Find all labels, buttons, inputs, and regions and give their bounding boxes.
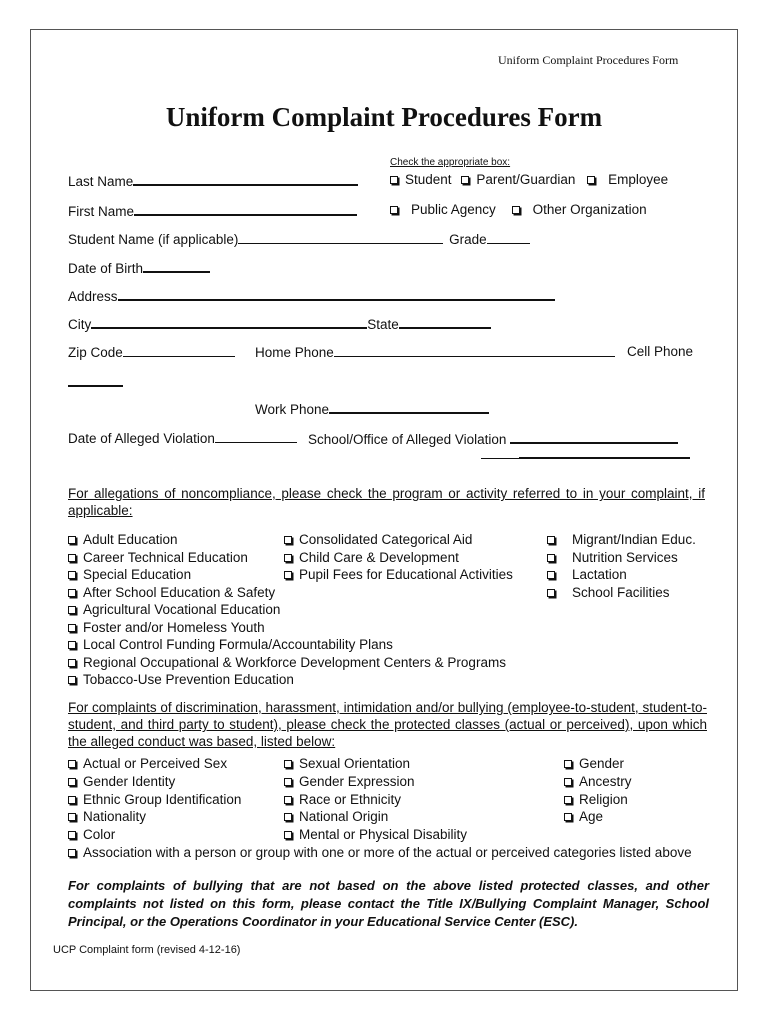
employee-checkbox[interactable]: Employee bbox=[587, 172, 668, 187]
program-checkbox[interactable]: Career Technical Education bbox=[68, 549, 506, 567]
class-checkbox[interactable]: Ethnic Group Identification bbox=[68, 791, 692, 809]
class-checkbox[interactable]: Mental or Physical Disability bbox=[284, 826, 467, 844]
first-name-field[interactable]: First Name bbox=[68, 202, 357, 219]
discrimination-heading: For complaints of discrimination, harassment, intimidation and/or bullying (employee-to-student, student-to-student, and third party to student), please check the protected classes (actual or perceived), upon which the alleged conduct was based, listed below: bbox=[68, 700, 707, 749]
form-page bbox=[30, 29, 738, 991]
program-checkbox[interactable]: Adult Education bbox=[68, 531, 506, 549]
grade-field[interactable]: Grade bbox=[449, 232, 530, 247]
programs-heading: For allegations of noncompliance, please check the program or activity referred to in your complaint, if applicable: bbox=[68, 486, 705, 518]
violation-school-line2[interactable] bbox=[481, 446, 690, 459]
class-checkbox[interactable]: Actual or Perceived Sex bbox=[68, 755, 692, 773]
class-checkbox[interactable]: Sexual Orientation bbox=[284, 755, 467, 773]
program-checkbox[interactable]: Tobacco-Use Prevention Education bbox=[68, 671, 506, 689]
student-checkbox[interactable]: Student bbox=[390, 172, 452, 187]
class-checkbox[interactable]: Gender Expression bbox=[284, 773, 467, 791]
last-name-line[interactable] bbox=[133, 172, 358, 186]
dob-field[interactable]: Date of Birth bbox=[68, 259, 210, 276]
form-footer: UCP Complaint form (revised 4-12-16) bbox=[53, 944, 241, 956]
city-field[interactable]: City State bbox=[68, 315, 491, 332]
class-checkbox[interactable]: Ancestry bbox=[564, 773, 632, 791]
class-checkbox[interactable]: Age bbox=[564, 808, 632, 826]
running-header: Uniform Complaint Procedures Form bbox=[498, 53, 679, 67]
program-checkbox[interactable]: Lactation bbox=[547, 566, 696, 584]
check-instruction: Check the appropriate box: bbox=[390, 157, 511, 168]
program-checkbox[interactable]: Pupil Fees for Educational Activities bbox=[284, 566, 513, 584]
programs-col3 bbox=[547, 531, 696, 601]
work-phone-field[interactable]: Work Phone bbox=[255, 400, 489, 417]
violation-date-field[interactable]: Date of Alleged Violation bbox=[68, 430, 297, 446]
program-checkbox[interactable]: Agricultural Vocational Education bbox=[68, 601, 506, 619]
program-checkbox[interactable]: Foster and/or Homeless Youth bbox=[68, 619, 506, 637]
program-checkbox[interactable]: School Facilities bbox=[547, 584, 696, 602]
zip-field[interactable]: Zip Code bbox=[68, 344, 235, 360]
cell-phone-label: Cell Phone bbox=[627, 344, 694, 359]
address-field[interactable]: Address bbox=[68, 287, 555, 304]
student-name-field[interactable]: Student Name (if applicable) Grade bbox=[68, 231, 530, 247]
program-checkbox[interactable]: Nutrition Services bbox=[547, 549, 696, 567]
bullying-note: For complaints of bullying that are not based on the above listed protected classes, and other complaints not listed on this form, please contact the Title IX/Bullying Complaint Manager, School Principal, or the Operations Coordinator in your Educational Service Center (ESC). bbox=[68, 878, 709, 929]
program-checkbox[interactable]: Child Care & Development bbox=[284, 549, 513, 567]
program-checkbox[interactable]: Regional Occupational & Workforce Development Centers & Programs bbox=[68, 654, 506, 672]
class-checkbox[interactable]: Nationality bbox=[68, 808, 692, 826]
last-name-field[interactable]: Last Name bbox=[68, 172, 358, 189]
program-checkbox[interactable]: Consolidated Categorical Aid bbox=[284, 531, 513, 549]
association-checkbox[interactable]: Association with a person or group with one or more of the actual or perceived categories listed above bbox=[68, 844, 692, 862]
home-phone-field[interactable]: Home Phone bbox=[255, 344, 615, 360]
page-title: Uniform Complaint Procedures Form bbox=[165, 102, 603, 132]
state-field[interactable]: State bbox=[367, 317, 491, 332]
role-options-row2 bbox=[390, 202, 647, 217]
first-name-line[interactable] bbox=[134, 202, 357, 216]
public-agency-checkbox[interactable]: Public Agency bbox=[390, 202, 496, 217]
program-checkbox[interactable]: Migrant/Indian Educ. bbox=[547, 531, 696, 549]
class-checkbox[interactable]: Color bbox=[68, 826, 692, 844]
parent-guardian-checkbox[interactable]: Parent/Guardian bbox=[461, 172, 575, 187]
role-options-row1 bbox=[390, 172, 668, 187]
class-checkbox[interactable]: Gender bbox=[564, 755, 632, 773]
program-checkbox[interactable]: Special Education bbox=[68, 566, 506, 584]
class-checkbox[interactable]: Gender Identity bbox=[68, 773, 692, 791]
class-checkbox[interactable]: National Origin bbox=[284, 808, 467, 826]
cell-phone-line[interactable] bbox=[68, 373, 123, 387]
program-checkbox[interactable]: Local Control Funding Formula/Accountability Plans bbox=[68, 636, 506, 654]
program-checkbox[interactable]: After School Education & Safety bbox=[68, 584, 506, 602]
other-organization-checkbox[interactable]: Other Organization bbox=[512, 202, 647, 217]
classes-col3 bbox=[564, 755, 632, 826]
class-checkbox[interactable]: Race or Ethnicity bbox=[284, 791, 467, 809]
classes-col2 bbox=[284, 755, 467, 844]
programs-col2 bbox=[284, 531, 513, 584]
violation-school-field[interactable]: School/Office of Alleged Violation bbox=[308, 430, 678, 447]
class-checkbox[interactable]: Religion bbox=[564, 791, 632, 809]
